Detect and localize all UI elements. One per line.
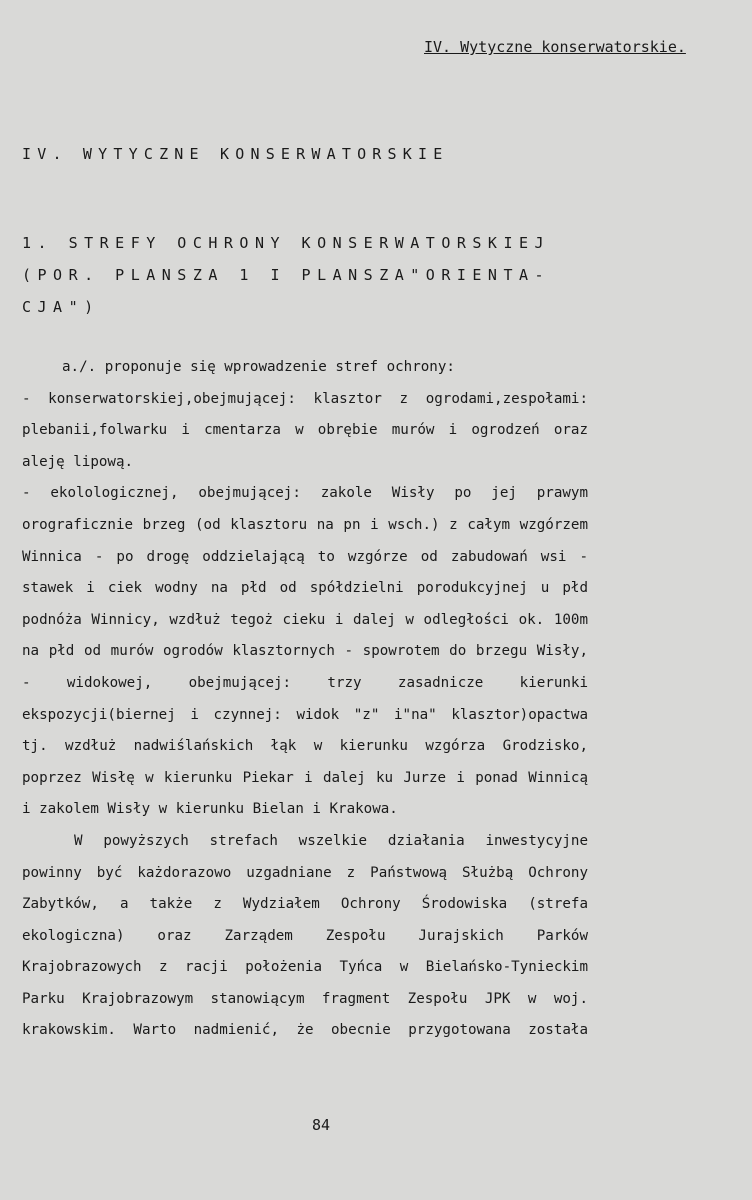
body-text bbox=[22, 352, 588, 1047]
body-line: plebanii,folwarku i cmentarza w obrębie murów i ogrodzeń oraz bbox=[22, 422, 588, 439]
body-line: aleję lipową. bbox=[22, 453, 134, 470]
section-heading-line-2: (POR. PLANSZA 1 I PLANSZA"ORIENTA- bbox=[22, 266, 551, 284]
chapter-title: IV. WYTYCZNE KONSERWATORSKIE bbox=[22, 145, 449, 163]
running-header: IV. Wytyczne konserwatorskie. bbox=[424, 38, 686, 56]
body-line: - konserwatorskiej,obejmującej: klasztor z ogrodami,zespołami: bbox=[22, 390, 588, 407]
body-line: orograficznie brzeg (od klasztoru na pn i wsch.) z całym wzgórzem bbox=[22, 516, 588, 533]
body-line: a./. proponuje się wprowadzenie stref ochrony: bbox=[62, 359, 455, 375]
body-line: tj. wzdłuż nadwiślańskich łąk w kierunku wzgórza Grodzisko, bbox=[22, 738, 588, 755]
body-line: i zakolem Wisły w kierunku Bielan i Krakowa. bbox=[22, 801, 398, 818]
body-line: poprzez Wisłę w kierunku Piekar i dalej ku Jurze i ponad Winnicą bbox=[22, 769, 588, 786]
body-line: ekologiczna) oraz Zarządem Zespołu Jurajskich Parków bbox=[22, 927, 588, 944]
body-line: - ekolologicznej, obejmującej: zakole Wisły po jej prawym bbox=[22, 485, 588, 502]
body-line: Parku Krajobrazowym stanowiącym fragment Zespołu JPK w woj. bbox=[22, 990, 588, 1007]
body-line: W powyższych strefach wszelkie działania inwestycyjne bbox=[74, 832, 588, 849]
body-line: podnóża Winnicy, wzdłuż tegoż cieku i dalej w odległości ok. 100m bbox=[22, 611, 588, 628]
section-heading-line-1: 1. STREFY OCHRONY KONSERWATORSKIEJ bbox=[22, 234, 551, 252]
body-line: Zabytków, a także z Wydziałem Ochrony Środowiska (strefa bbox=[22, 896, 588, 913]
body-line: krakowskim. Warto nadmienić, że obecnie przygotowana została bbox=[22, 1022, 588, 1039]
body-line: stawek i ciek wodny na płd od spółdzielni porodukcyjnej u płd bbox=[22, 580, 588, 597]
body-line: ekspozycji(biernej i czynnej: widok "z" i"na" klasztor)opactwa bbox=[22, 706, 588, 723]
body-line: - widokowej, obejmującej: trzy zasadnicze kierunki bbox=[22, 674, 588, 691]
section-heading-line-3: CJA") bbox=[22, 298, 100, 316]
body-line: powinny być każdorazowo uzgadniane z Państwową Służbą Ochrony bbox=[22, 864, 588, 881]
body-line: na płd od murów ogrodów klasztornych - spowrotem do brzegu Wisły, bbox=[22, 643, 588, 660]
body-line: Krajobrazowych z racji położenia Tyńca w Bielańsko-Tynieckim bbox=[22, 959, 588, 976]
body-line: Winnica - po drogę oddzielającą to wzgórze od zabudowań wsi - bbox=[22, 548, 588, 565]
page-number: 84 bbox=[312, 1116, 331, 1134]
